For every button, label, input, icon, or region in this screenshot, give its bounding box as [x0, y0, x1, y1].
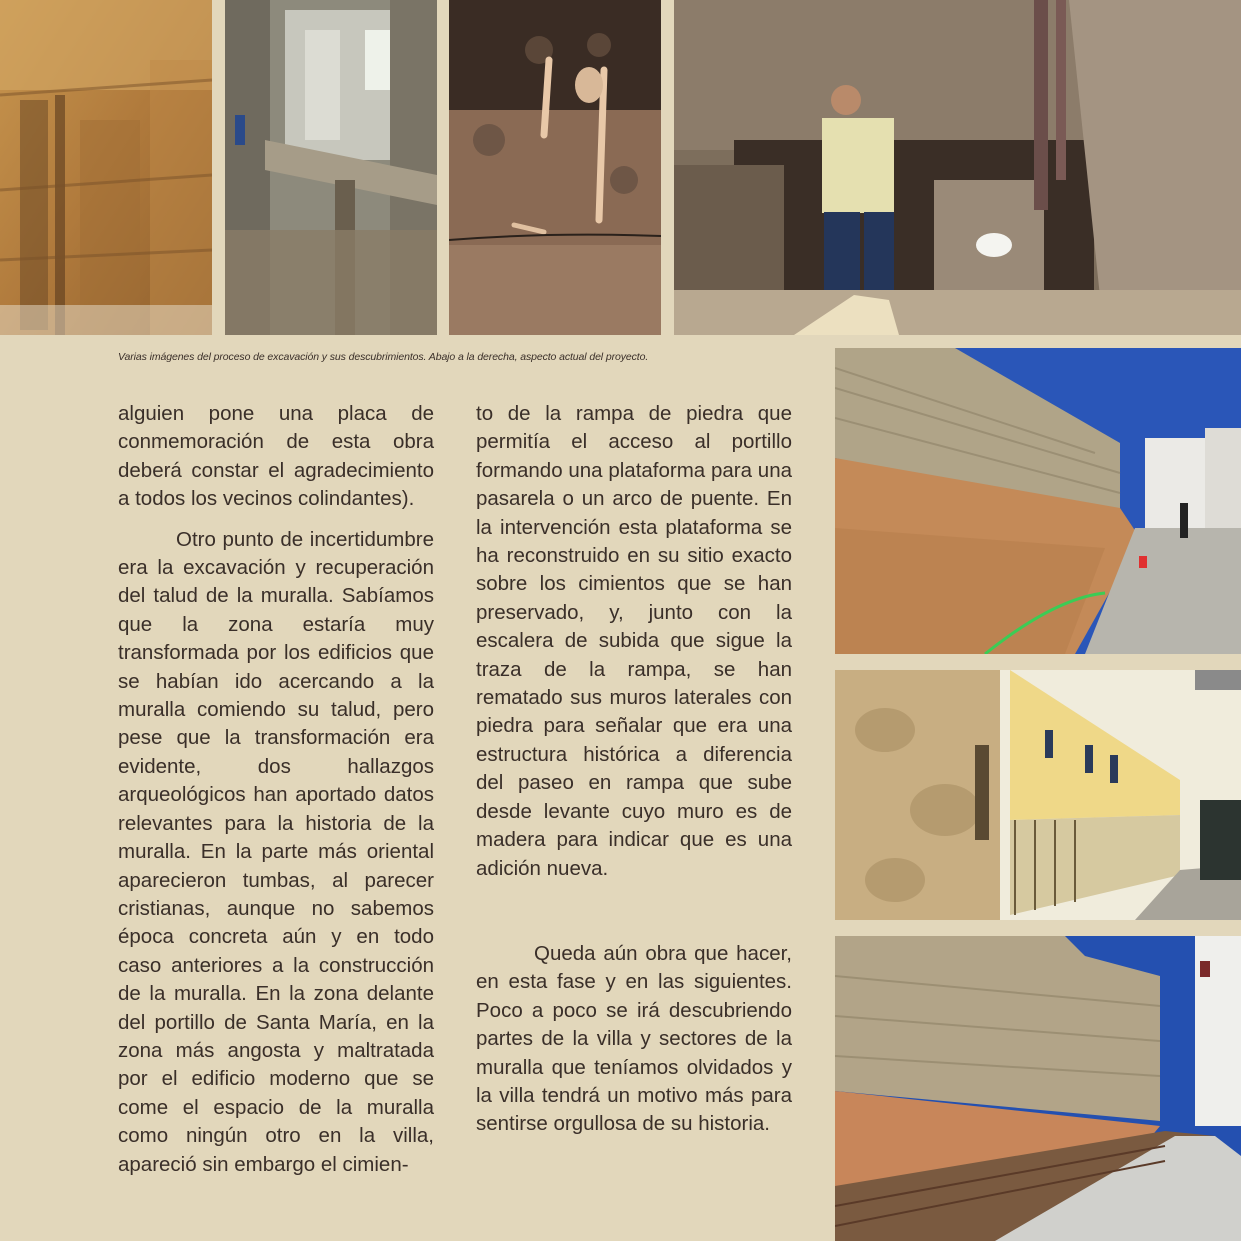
photo-interior-beams [225, 0, 437, 335]
photo-worker-excavation [674, 0, 1241, 335]
text-column-right [476, 400, 792, 1139]
photo-wall-yellow-building [835, 670, 1241, 920]
paragraph: alguien pone una placa de conmemoración de esta obra deberá constar el agradecimiento a todos los vecinos colindantes). [118, 402, 434, 511]
paragraph: Queda aún obra que hacer, en esta fase y en las siguientes. Poco a poco se irá descubriendo partes de la villa y sectores de la muralla que teníamos olvidados y la villa tendrá un motivo más para sentirse orgullosa de su historia. [476, 941, 792, 1136]
photo-caption: Varias imágenes del proceso de excavación y sus descubrimientos. Abajo a la derecha, aspecto actual del proyecto. [118, 351, 649, 363]
paragraph: Otro punto de incertidumbre era la excavación y recuperación del talud de la muralla. Sabíamos que la zona estaría muy transformada por los edificios que se habían ido acercando a la muralla comiendo su talud, pero pese que la transformación era evidente, dos hallazgos arqueológicos han aportado datos relevantes para la historia de la muralla. En la parte más oriental aparecieron tumbas, al parecer cristianas, aunque no sabemos época concreta aún y en todo caso anteriores a la construcción de la muralla. En la zona delante del portillo de Santa María, en la zona más angosta y maltratada por el edificio moderno que se come el espacio de la muralla como ningún otro en la villa, apareció sin embargo el cimien- [118, 527, 434, 1176]
photo-tomb-remains [449, 0, 661, 335]
text-column-left [118, 400, 434, 1179]
photo-excavated-wall [0, 0, 212, 335]
photo-restored-wall-path [835, 348, 1241, 654]
paragraph: to de la rampa de piedra que permitía el acceso al portillo formando una plataforma para una pasarela o un arco de puente. En la intervención esta plataforma se ha reconstruido en su sitio exacto sobre los cimientos que se han preservado, y, junto con la escalera de subida que sigue la traza de la rampa, se han rematado sus muros laterales con piedra para señalar que era una estructura histórica a diferencia del paseo en rampa que sube desde levante cuyo muro es de madera para indicar que es una adición nueva. [476, 402, 792, 880]
photo-wall-ramp-walkway [835, 936, 1241, 1241]
